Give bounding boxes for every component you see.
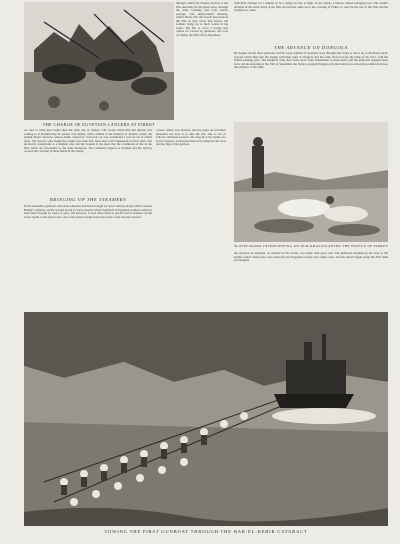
slatin-pasha-illustration: [234, 122, 388, 242]
lancers-charge-illustration: [24, 2, 174, 120]
advance-on-dongola-heading: THE ADVANCE ON DONGOLA: [274, 45, 348, 50]
left-column-steamers-text: In the meantime gunboats and stern-wheelers had been brought by travel railway along which Colonel Hunter's division, on the second ascent to Sarras Kerma where hundreds of Egyptian soldiers waited to haul them through by ropes of guns, and hawsers. It took these three to get the seven steamers up the lower rapids to the Great Gate, one of the narrow gorges between rocks of the Second Cataract.: [24, 205, 152, 219]
towing-gunboat-caption: TOWING THE FIRST GUNBOAT THROUGH THE BAB-EL-KEBIR CATARACT: [104, 529, 308, 534]
lancers-charge-caption: THE CHARGE OF EGYPTIAN LANCERS AT FIRKET: [42, 122, 156, 127]
right-column-dongola-text: By August all the three gunboats and the large number of steamers were through and ready to move on to the Hafir reach, beyond which they met the enemy with their guns at Dongola and the army moved on up the bank of the river, with the flotilla keeping pace. The Khalifa's army had come down from Omdurman to meet them, and the gunboats engaged their forts. On the morning of the 19th of September the Sirdar occupied Dongola, the Dervish forces retreating southward before the advance of the army.: [234, 52, 388, 70]
towing-gunboat-illustration: [24, 312, 388, 526]
right-column-lower-text: the advance on Dongola, as ordered by the Sirdar, was made with great care. The gunboats steamed up the river to the Kerma rapids where they were joined by the Egyptian cavalry and camel corps, and the march began along the Nile bank for Dongola.: [234, 252, 388, 263]
middle-column-lower-text: course, wheel rope hawsers and the ropes are attached, thereafter the bow is to take the left, and so are as follows: sheltered seated to the drag in to the rapids of a Great Cataract. A thousand men were ranged in the river and the flag of the gunboat.: [156, 129, 226, 147]
left-column-upper-text: are tied to camp near Firket died the same day of cholera. The works which that kill disease was coming to at Kosheh may be passed over lightly, with a tribute to the memory of another victim, the gallant Major Sparrow, whose death, caused by overwork, as was considered a loss by all of which army. The doctors who fought the plague and some fell, have been well considered as brave men. The uncleanly countryside is a singular one, but the Soudan is the most that the conditions of life in the Nile valley are favourable to the same invasions. The combined regions at Kosheh and the railway crossed the crossing of these fields in the spring.: [24, 129, 152, 154]
right-column-upper-text: with little damage for a minute or two, being set free to fight on the rapids, a narrow ruined swinging boat. The Jaaffer division of the army being at the falls and moved camp on to the crossing of Firket, to wait for the rise of the Nile and the steamers to come.: [234, 2, 388, 13]
bringing-up-steamers-heading: BRINGING UP THE STEAMERS: [49, 197, 127, 202]
slatin-pasha-caption: SLATIN PASHA INTERVIEWING AN OLD KHALIFA AFTER THE BATTLE OF FIRKET: [234, 244, 389, 248]
middle-column-upper-text: through which the Eastern branch of the Nile descends for the great water, through the dark, foaming and rock strewn passage. The unsuccessful entering, which shows that the floods had risen in the Nile as they never had before, the soldiers being up to their waists in the water. The hill to cross a bridge that cannot be carried by gunboats, the rock of change the Nile's flow elsewhere.: [176, 2, 228, 37]
